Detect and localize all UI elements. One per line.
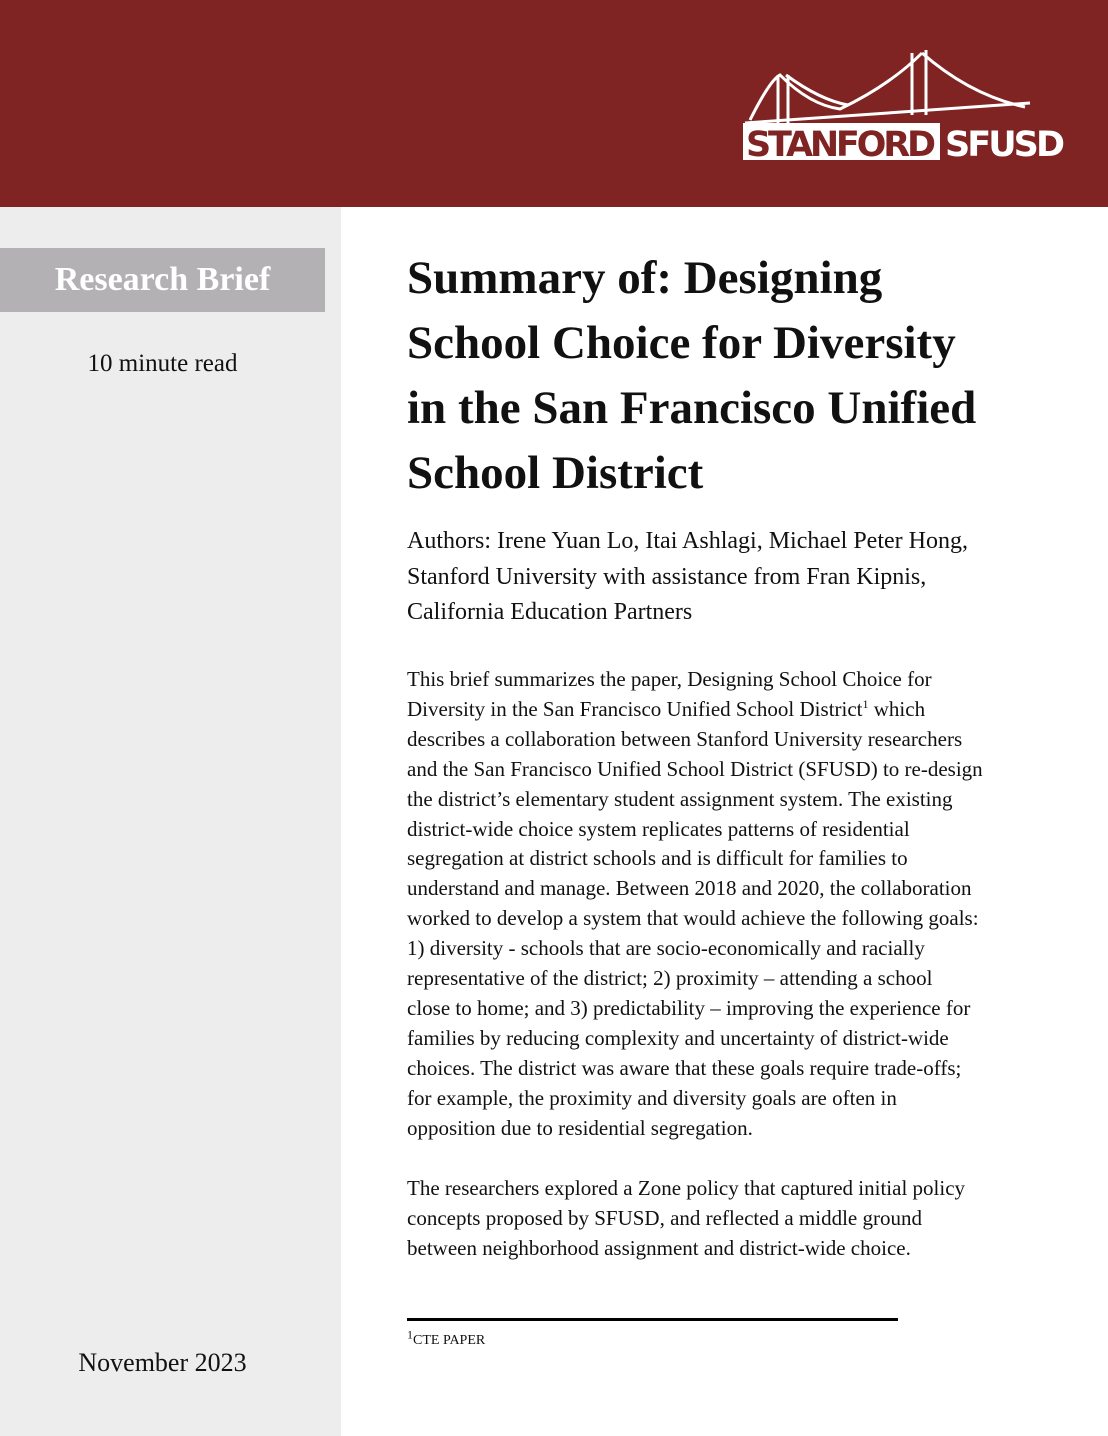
read-time: 10 minute read [87,350,238,377]
summary-paragraph [407,665,983,1144]
paragraph-line: understand and manage. Between 2018 and 2020, the collaboration [407,876,972,901]
publication-date: November 2023 [78,1348,247,1377]
paragraph-line: the district’s elementary student assignment system. The existing [407,786,953,811]
footnote-marker: 1 [407,1327,413,1342]
footnote-divider [407,1318,898,1321]
paragraph-line: and the San Francisco Unified School District (SFUSD) to re-design [407,756,983,781]
header-banner [0,0,1108,207]
paragraph-line: The researchers explored a Zone policy that captured initial policy [407,1176,966,1200]
authors-line: Stanford University with assistance from Fran Kipnis, [407,563,927,590]
title-line: School District [407,447,704,499]
paragraph-line: district-wide choice system replicates patterns of residential [407,816,910,841]
paragraph-line: worked to develop a system that would achieve the following goals: [407,906,979,931]
paragraph-line: segregation at district schools and is difficult for families to [407,846,908,871]
page-title [407,246,976,506]
paragraph-line: opposition due to residential segregation. [407,1115,753,1140]
paragraph-line: describes a collaboration between Stanford University researchers [407,726,963,751]
paragraph-rest [407,725,983,1144]
paragraph-line [407,695,983,725]
footnote-ref[interactable]: 1 [862,696,869,711]
title-line: in the San Francisco Unified [407,382,977,434]
authors [407,524,968,631]
paragraph-line: for example, the proximity and diversity goals are often in [407,1085,897,1110]
authors-line: Authors: Irene Yuan Lo, Itai Ashlagi, Michael Peter Hong, [407,528,968,554]
paragraph-text: which [868,696,926,721]
paragraph-line: representative of the district; 2) proximity – attending a school [407,966,933,991]
sidebar [0,207,341,1436]
paper-title-text: Diversity in the San Francisco Unified School District [407,696,863,721]
paragraph-line: concepts proposed by SFUSD, and reflected a middle ground [407,1205,922,1230]
footnote-text: CTE PAPER [413,1333,486,1348]
paragraph-line: close to home; and 3) predictability – improving the experience for [407,995,971,1020]
svg-text:SFUSD: SFUSD [945,125,1065,165]
paragraph-line: This brief summarizes the paper, Designing School Choice for [407,667,932,691]
title-line: Summary of: Designing [407,252,883,304]
paragraph-line: choices. The district was aware that these goals require trade-offs; [407,1055,962,1080]
stanford-sfusd-logo [740,45,1070,165]
zone-policy-paragraph [407,1174,965,1264]
paragraph-line: between neighborhood assignment and district-wide choice. [407,1235,911,1260]
research-brief-label: Research Brief [0,248,325,312]
authors-line: California Education Partners [407,599,693,625]
svg-text:STANFORD: STANFORD [746,125,936,165]
title-line: School Choice for Diversity [407,317,956,369]
footnote [407,1327,486,1349]
paragraph-line: families by reducing complexity and uncertainty of district-wide [407,1025,949,1050]
paragraph-line: 1) diversity - schools that are socio-economically and racially [407,936,925,961]
